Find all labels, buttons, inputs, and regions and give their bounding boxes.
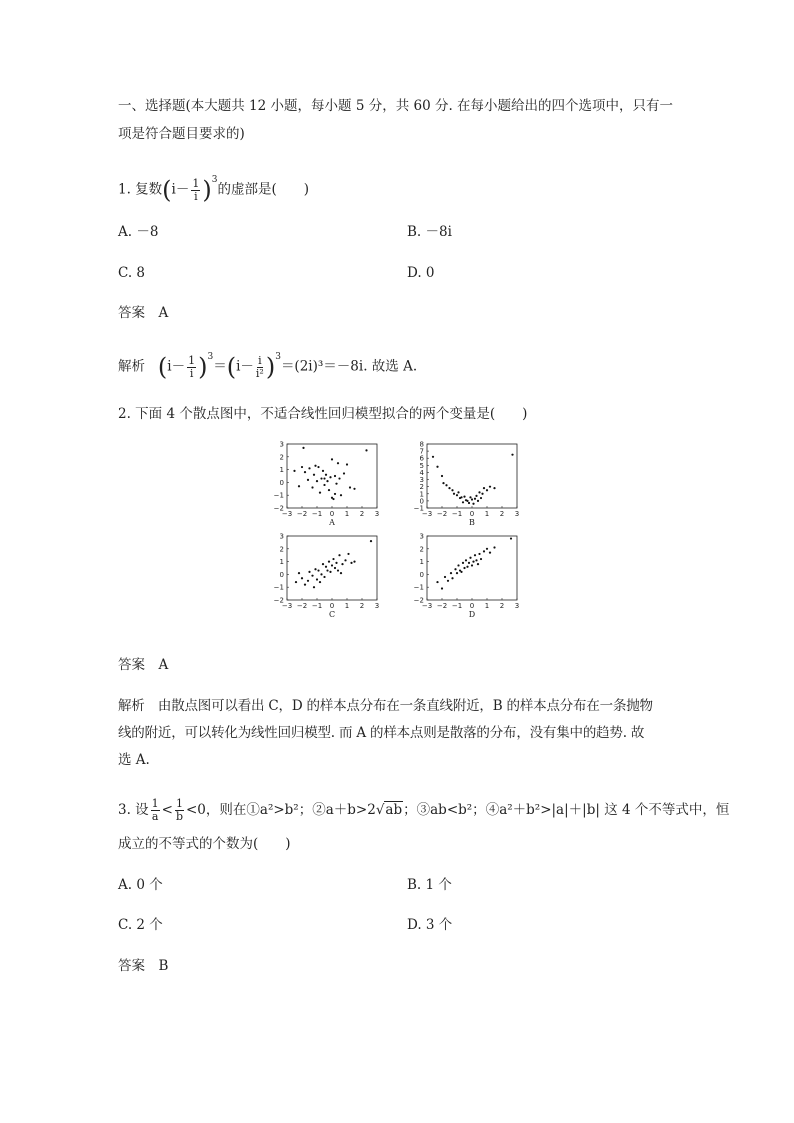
scatter-panel-a	[274, 441, 380, 528]
q1-option-c: C. 8	[118, 265, 146, 281]
data-point	[474, 554, 476, 556]
data-point	[457, 491, 459, 493]
data-point	[316, 480, 318, 482]
data-point	[483, 487, 485, 489]
y-tick-label: 5	[419, 461, 424, 470]
question-1-stem	[118, 172, 309, 204]
data-point	[331, 458, 333, 460]
plot-label: B	[469, 518, 475, 527]
q3-fraction-1	[151, 798, 160, 823]
x-tick-label: 1	[484, 510, 490, 518]
fraction-numerator: i	[258, 353, 262, 367]
data-point	[335, 483, 337, 485]
data-point	[460, 571, 462, 573]
x-tick-label: −1	[311, 510, 323, 518]
data-point	[486, 548, 488, 550]
q2-solution-line2: 线的附近，可以转化为线性回归模型. 而 A 的样本点则是散落的分布，没有集中的趋势. 故	[118, 725, 645, 741]
data-point	[302, 447, 304, 449]
data-point	[472, 503, 474, 505]
q3-option-b: B. 1 个	[407, 877, 452, 893]
data-point	[293, 470, 295, 472]
q3-option-a: A. 0 个	[118, 877, 163, 893]
data-point	[319, 492, 321, 494]
data-point	[436, 581, 438, 583]
data-point	[478, 491, 480, 493]
data-point	[301, 577, 303, 579]
plot-frame	[427, 536, 517, 600]
data-point	[304, 584, 306, 586]
data-point	[344, 559, 346, 561]
data-point	[301, 466, 303, 468]
y-tick-label: −1	[273, 583, 284, 592]
fraction-numerator: 1	[175, 797, 183, 810]
data-point	[313, 474, 315, 476]
plot-label: D	[468, 610, 476, 619]
data-point	[338, 477, 340, 479]
x-tick-label: 1	[484, 602, 490, 610]
q3-condition: <0，则在	[185, 802, 247, 818]
data-point	[340, 494, 342, 496]
fraction-numerator: 1	[188, 353, 196, 367]
data-point	[338, 554, 340, 556]
data-point	[471, 498, 473, 500]
data-point	[481, 493, 483, 495]
data-point	[447, 580, 449, 582]
data-point	[478, 553, 480, 555]
q1-fraction	[191, 178, 200, 203]
x-tick-label: 3	[514, 510, 520, 518]
data-point	[350, 562, 352, 564]
question-3-stem-line1	[118, 795, 729, 825]
data-point	[307, 580, 309, 582]
q1-number: 1. 复数	[118, 181, 163, 198]
scatter-plots-figure	[270, 436, 530, 628]
data-point	[316, 578, 318, 580]
y-tick-label: 4	[419, 468, 424, 477]
x-tick-label: −2	[436, 602, 448, 610]
x-tick-label: −1	[311, 602, 323, 610]
q1-base: i－	[171, 181, 190, 198]
x-tick-label: 1	[344, 602, 350, 610]
sol-exponent-1: 3	[207, 352, 214, 362]
data-point	[335, 562, 337, 564]
q2-solution-line1: 解析 由散点图可以看出 C，D 的样本点分布在一条直线附近，B 的样本点分布在一条抛物	[118, 698, 653, 714]
y-tick-label: −2	[413, 596, 424, 605]
q3-option-d: D. 3 个	[407, 917, 453, 933]
data-point	[453, 493, 455, 495]
data-point	[450, 572, 452, 574]
q1-option-a: A. －8	[118, 224, 159, 240]
x-tick-label: 2	[359, 510, 365, 518]
data-point	[314, 568, 316, 570]
data-point	[334, 493, 336, 495]
y-tick-label: 2	[279, 545, 284, 554]
data-point	[323, 477, 325, 479]
data-point	[469, 557, 471, 559]
data-point	[454, 568, 456, 570]
fraction-denominator: i	[194, 189, 198, 203]
circled-1: ①	[246, 802, 260, 818]
q1-option-b: B. －8i	[407, 224, 452, 240]
left-paren: (	[226, 353, 237, 381]
x-tick-label: 1	[344, 510, 350, 518]
left-paren: (	[162, 176, 172, 204]
data-point	[451, 577, 453, 579]
q1-exponent: 3	[211, 175, 218, 185]
plot-label: A	[329, 518, 335, 527]
data-point	[334, 475, 336, 477]
x-tick-label: 2	[359, 602, 365, 610]
inequality-2-end: ；	[403, 802, 417, 818]
data-point	[466, 500, 468, 502]
data-point	[311, 575, 313, 577]
x-tick-label: 3	[514, 602, 520, 610]
scatter-panel-d	[414, 533, 520, 620]
data-point	[326, 480, 328, 482]
y-tick-label: 1	[419, 490, 424, 499]
data-point	[441, 475, 443, 477]
q3-less-than: <	[161, 802, 173, 818]
sol-equals: ＝	[213, 358, 227, 375]
x-tick-label: −3	[281, 510, 293, 518]
data-point	[334, 567, 336, 569]
x-tick-label: 0	[329, 510, 335, 518]
data-point	[322, 470, 324, 472]
data-point	[311, 486, 313, 488]
scatter-panel-b	[414, 441, 520, 528]
sol-fraction-2	[256, 355, 264, 380]
data-point	[475, 495, 477, 497]
right-paren: )	[265, 353, 276, 381]
circled-2: ②	[312, 802, 326, 818]
data-point	[307, 479, 309, 481]
sol-base-2: i－	[236, 358, 254, 375]
data-point	[489, 552, 491, 554]
data-point	[480, 558, 482, 560]
x-tick-label: 0	[329, 602, 335, 610]
inequality-2-left: a＋b>2	[325, 802, 376, 818]
x-tick-label: 0	[469, 602, 475, 610]
data-point	[441, 587, 443, 589]
data-point	[337, 462, 339, 464]
data-point	[457, 564, 459, 566]
data-point	[477, 563, 479, 565]
sqrt-radicand: ab	[385, 802, 403, 818]
y-tick-label: 3	[279, 440, 284, 449]
right-paren: )	[198, 353, 208, 381]
data-point	[462, 562, 464, 564]
y-tick-label: 3	[419, 476, 424, 485]
q1-answer: 答案 A	[118, 305, 169, 321]
y-tick-label: 0	[419, 570, 424, 579]
inequality-1: a²>b²；	[259, 802, 313, 818]
data-point	[511, 454, 513, 456]
q3-fraction-2	[175, 798, 184, 823]
y-tick-label: −2	[273, 504, 284, 513]
data-point	[483, 550, 485, 552]
y-tick-label: −2	[273, 596, 284, 605]
x-tick-label: 0	[469, 510, 475, 518]
data-point	[469, 496, 471, 498]
x-tick-label: −3	[421, 510, 433, 518]
q2-solution-line3: 选 A.	[118, 752, 150, 768]
data-point	[463, 567, 465, 569]
sol-fraction-1	[187, 355, 196, 380]
plot-frame	[287, 536, 377, 600]
data-point	[326, 569, 328, 571]
data-point	[480, 497, 482, 499]
data-point	[329, 571, 331, 573]
data-point	[370, 540, 372, 542]
sqrt-sign: √	[375, 802, 385, 818]
data-point	[325, 474, 327, 476]
fraction-denominator: b	[175, 810, 183, 823]
data-point	[489, 486, 491, 488]
fraction-denominator: a	[151, 810, 159, 823]
y-tick-label: 0	[279, 570, 284, 579]
section-heading-line1: 一、选择题(本大题共 12 小题，每小题 5 分，共 60 分. 在每小题给出的四个选项中，只有一	[118, 98, 674, 114]
data-point	[328, 561, 330, 563]
data-point	[340, 572, 342, 574]
y-tick-label: −1	[273, 491, 284, 500]
question-3-stem-line2: 成立的不等式的个数为( )	[118, 836, 291, 852]
data-point	[493, 487, 495, 489]
data-point	[460, 496, 462, 498]
x-tick-label: −2	[296, 510, 308, 518]
data-point	[298, 572, 300, 574]
data-point	[456, 572, 458, 574]
q1-option-d: D. 0	[407, 265, 435, 281]
fraction-numerator: 1	[192, 176, 200, 190]
data-point	[308, 571, 310, 573]
y-tick-label: 1	[419, 558, 424, 567]
y-tick-label: 0	[419, 497, 424, 506]
data-point	[445, 484, 447, 486]
data-point	[331, 564, 333, 566]
data-point	[477, 500, 479, 502]
data-point	[314, 465, 316, 467]
y-tick-label: 7	[419, 447, 424, 456]
inequality-3: ab<b²；	[430, 802, 486, 818]
data-point	[442, 482, 444, 484]
y-tick-label: 0	[279, 478, 284, 487]
data-point	[353, 488, 355, 490]
x-tick-label: 2	[499, 602, 505, 610]
data-point	[510, 537, 512, 539]
data-point	[298, 485, 300, 487]
data-point	[347, 553, 349, 555]
y-tick-label: 3	[419, 532, 424, 541]
data-point	[466, 566, 468, 568]
x-tick-label: −2	[436, 510, 448, 518]
data-point	[448, 487, 450, 489]
fraction-denominator: i	[189, 366, 194, 380]
q1-solution	[118, 348, 417, 382]
q3-option-c: C. 2 个	[118, 917, 163, 933]
q1-tail: 的虚部是( )	[217, 181, 310, 198]
data-point	[341, 563, 343, 565]
x-tick-label: 3	[374, 510, 380, 518]
data-point	[332, 558, 334, 560]
y-tick-label: 1	[279, 558, 284, 567]
data-point	[346, 463, 348, 465]
circled-3: ③	[416, 802, 431, 818]
sol-base-1: i－	[167, 358, 186, 375]
sol-tail: ＝(2i)³＝－8i. 故选 A.	[280, 358, 418, 375]
data-point	[365, 449, 367, 451]
data-point	[472, 561, 474, 563]
data-point	[468, 502, 470, 504]
data-point	[353, 561, 355, 563]
data-point	[468, 562, 470, 564]
data-point	[471, 564, 473, 566]
data-point	[331, 497, 333, 499]
y-tick-label: −1	[413, 504, 424, 513]
y-tick-label: 2	[279, 453, 284, 462]
plot-label: C	[328, 610, 336, 619]
data-point	[451, 489, 453, 491]
sol-exponent-2: 3	[275, 352, 281, 362]
x-tick-label: 3	[374, 602, 380, 610]
q2-answer: 答案 A	[118, 657, 169, 673]
fraction-numerator: 1	[151, 797, 159, 810]
data-point	[320, 477, 322, 479]
data-point	[462, 501, 464, 503]
data-point	[436, 466, 438, 468]
data-point	[295, 581, 297, 583]
data-point	[343, 472, 345, 474]
data-point	[323, 484, 325, 486]
data-point	[308, 467, 310, 469]
data-point	[319, 581, 321, 583]
data-point	[444, 576, 446, 578]
scatter-plots-svg	[270, 436, 530, 628]
x-tick-label: −1	[451, 602, 463, 610]
data-point	[465, 559, 467, 561]
q3-answer: 答案 B	[118, 958, 169, 974]
data-point	[317, 466, 319, 468]
data-point	[328, 489, 330, 491]
q1-solution-label: 解析	[118, 358, 145, 375]
y-tick-label: 1	[279, 466, 284, 475]
x-tick-label: −3	[281, 602, 293, 610]
y-tick-label: 6	[419, 454, 424, 463]
y-tick-label: 3	[279, 532, 284, 541]
left-paren: (	[157, 353, 168, 381]
inequality-4: a²＋b²>|a|＋|b| 这 4 个不等式中，恒	[499, 802, 730, 818]
y-tick-label: 8	[419, 440, 424, 449]
data-point	[456, 494, 458, 496]
x-tick-label: −2	[296, 602, 308, 610]
data-point	[325, 566, 327, 568]
data-point	[304, 471, 306, 473]
y-tick-label: −1	[413, 583, 424, 592]
q3-pre: 3. 设	[118, 802, 149, 818]
y-tick-label: 2	[419, 545, 424, 554]
data-point	[493, 546, 495, 548]
right-paren: )	[202, 176, 212, 204]
data-point	[323, 576, 325, 578]
scatter-panel-c	[274, 533, 380, 620]
question-2-stem: 2. 下面 4 个散点图中，不适合线性回归模型拟合的两个变量是( )	[118, 406, 528, 422]
section-heading-line2: 项是符合题目要求的)	[118, 126, 245, 142]
data-point	[475, 559, 477, 561]
data-point	[313, 586, 315, 588]
data-point	[474, 498, 476, 500]
data-point	[320, 573, 322, 575]
y-tick-label: 2	[419, 483, 424, 492]
x-tick-label: −3	[421, 602, 433, 610]
data-point	[486, 489, 488, 491]
data-point	[337, 569, 339, 571]
data-point	[317, 569, 319, 571]
data-point	[432, 456, 434, 458]
data-point	[349, 486, 351, 488]
x-tick-label: 2	[499, 510, 505, 518]
data-point	[322, 563, 324, 565]
data-point	[463, 496, 465, 498]
fraction-denominator: i²	[255, 366, 264, 380]
data-point	[329, 476, 331, 478]
x-tick-label: −1	[451, 510, 463, 518]
circled-4: ④	[485, 802, 500, 818]
